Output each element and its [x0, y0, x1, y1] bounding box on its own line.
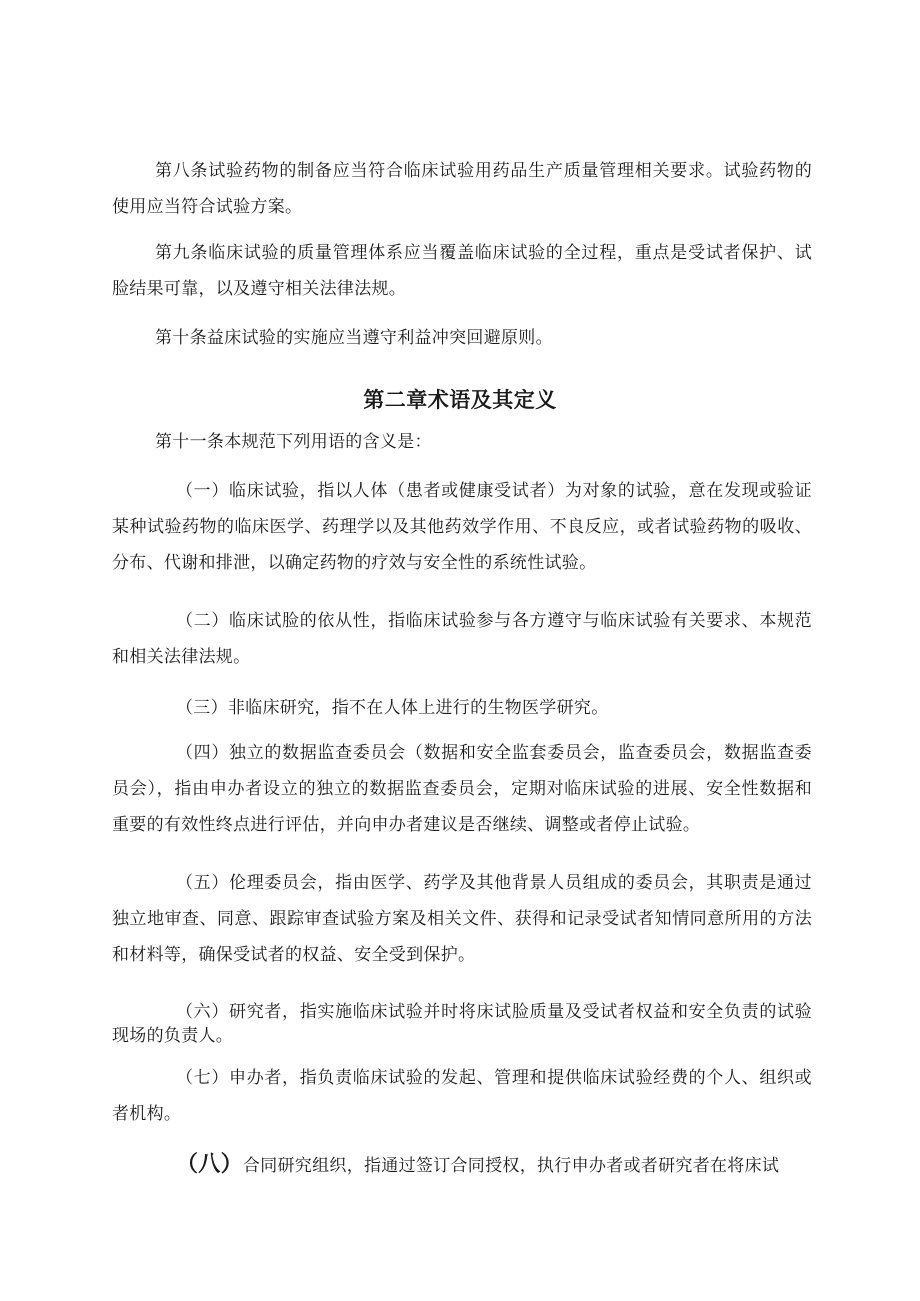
definition-7: （七）申办者，指负责临床试验的发起、管理和提供临床试验经费的个人、组织或者机构。 [112, 1068, 812, 1124]
definition-8 [112, 1147, 812, 1184]
definition-1: （一）临床试验，指以人体（患者或健康受试者）为对象的试验，意在发现或验证某种试验药物的临床医学、药理学以及其他药效学作用、不良反应，或者试验药物的吸收、分布、代谢和排泄，以确定药物的疗效与安全性的系统性试验。 [112, 481, 812, 573]
article-11: 第十一条本规范下列用语的含义是： [155, 432, 432, 452]
article-9: 第九条临床试验的质量管理体系应当覆盖临床试验的全过程，重点是受试者保护、试脸结果可靠，以及遵守相关法律法规。 [112, 243, 812, 299]
definition-8-text: 合同研究组织，指通过签订合同授权，执行申办者或者研究者在将床试 [242, 1156, 780, 1176]
article-8: 第八条试验药物的制备应当符合临床试验用药品生产质量管理相关要求。试验药物的使用应当符合试验方案。 [112, 161, 812, 217]
definition-5: （五）伦理委员会，指由医学、药学及其他背景人员组成的委员会，其职责是通过独立地审查、同意、跟踪审查试验方案及相关文件、获得和记录受试者知情同意所用的方法和材料等，确保受试者的权益、安全受到保护。 [112, 873, 812, 965]
definition-2: （二）临床试脸的依从性，指临床试验参与各方遵守与临床试验有关要求、本规范和相关法律法规。 [112, 611, 812, 667]
definition-6: （六）研究者，指实施临床试验并时将床试脸质量及受试者权益和安全负责的试验现场的负责人。 [112, 1002, 812, 1046]
definition-3: （三）非临床研究，指不在人体上进行的生物医学研究。 [176, 698, 609, 718]
definition-8-marker: （八） [176, 1152, 243, 1177]
definition-4: （四）独立的数据监查委员会（数据和安全监套委员会，监查委员会，数据监查委员会），指由申办者设立的独立的数据监查委员会，定期对临床试验的进展、安全性数据和重要的有效性终点进行评估，并向申办者建议是否继续、调整或者停止试验。 [112, 743, 812, 835]
article-10: 第十条益床试验的实施应当遵守利益冲突回避原则。 [155, 328, 553, 348]
chapter-title: 第二章术语及其定义 [363, 388, 557, 412]
